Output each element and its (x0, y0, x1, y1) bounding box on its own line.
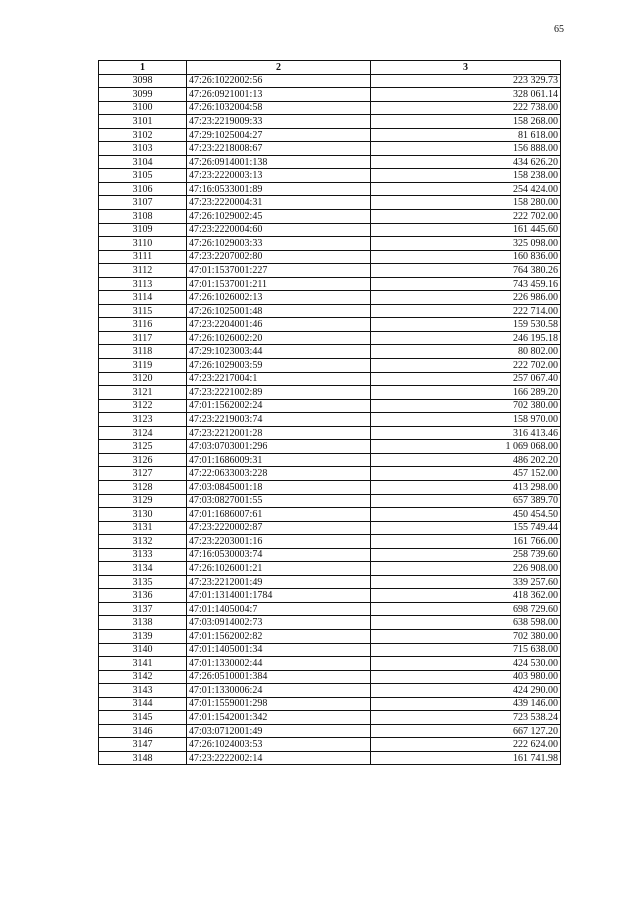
cadastral-number-cell: 47:23:2222002:14 (187, 751, 371, 765)
row-number-cell: 3124 (99, 426, 187, 440)
cadastral-number-cell: 47:16:0533001:89 (187, 182, 371, 196)
value-cell: 715 638.00 (371, 643, 561, 657)
cadastral-number-cell: 47:26:1029003:33 (187, 237, 371, 251)
value-cell: 403 980.00 (371, 670, 561, 684)
table-row (99, 738, 561, 752)
row-number-cell: 3144 (99, 697, 187, 711)
value-cell: 657 389.70 (371, 494, 561, 508)
row-number-cell: 3132 (99, 535, 187, 549)
cadastral-number-cell: 47:26:1024003:53 (187, 738, 371, 752)
table-row (99, 399, 561, 413)
table-row (99, 196, 561, 210)
cadastral-number-cell: 47:26:1032004:58 (187, 101, 371, 115)
cadastral-number-cell: 47:01:1686009:31 (187, 453, 371, 467)
value-cell: 257 067.40 (371, 372, 561, 386)
value-cell: 254 424.00 (371, 182, 561, 196)
value-cell: 158 268.00 (371, 115, 561, 129)
header-row (99, 61, 561, 75)
value-cell: 457 152.00 (371, 467, 561, 481)
table-row (99, 602, 561, 616)
cadastral-number-cell: 47:26:0914001:138 (187, 155, 371, 169)
cadastral-number-cell: 47:26:0921001:13 (187, 88, 371, 102)
value-cell: 161 741.98 (371, 751, 561, 765)
value-cell: 702 380.00 (371, 629, 561, 643)
value-cell: 161 766.00 (371, 535, 561, 549)
cadastral-number-cell: 47:23:2218008:67 (187, 142, 371, 156)
cadastral-number-cell: 47:01:1562002:82 (187, 629, 371, 643)
cadastral-number-cell: 47:23:2219009:33 (187, 115, 371, 129)
table-row (99, 494, 561, 508)
table-row (99, 359, 561, 373)
row-number-cell: 3125 (99, 440, 187, 454)
value-cell: 158 970.00 (371, 413, 561, 427)
value-cell: 638 598.00 (371, 616, 561, 630)
value-cell: 158 280.00 (371, 196, 561, 210)
row-number-cell: 3108 (99, 210, 187, 224)
table-row (99, 467, 561, 481)
cadastral-number-cell: 47:22:0633003:228 (187, 467, 371, 481)
row-number-cell: 3111 (99, 250, 187, 264)
table-row (99, 291, 561, 305)
value-cell: 764 380.26 (371, 264, 561, 278)
value-cell: 222 702.00 (371, 359, 561, 373)
value-cell: 81 618.00 (371, 128, 561, 142)
value-cell: 424 290.00 (371, 684, 561, 698)
cadastral-number-cell: 47:26:1026002:20 (187, 331, 371, 345)
table-row (99, 101, 561, 115)
page-number: 65 (554, 24, 564, 35)
row-number-cell: 3147 (99, 738, 187, 752)
table-row (99, 440, 561, 454)
table-row (99, 480, 561, 494)
value-cell: 166 289.20 (371, 386, 561, 400)
cadastral-number-cell: 47:23:2220004:60 (187, 223, 371, 237)
cadastral-number-cell: 47:23:2212001:28 (187, 426, 371, 440)
table-row (99, 657, 561, 671)
row-number-cell: 3122 (99, 399, 187, 413)
table-row (99, 331, 561, 345)
row-number-cell: 3141 (99, 657, 187, 671)
cadastral-number-cell: 47:29:1025004:27 (187, 128, 371, 142)
value-cell: 328 061.14 (371, 88, 561, 102)
row-number-cell: 3115 (99, 304, 187, 318)
row-number-cell: 3106 (99, 182, 187, 196)
value-cell: 222 714.00 (371, 304, 561, 318)
row-number-cell: 3143 (99, 684, 187, 698)
table-row (99, 386, 561, 400)
row-number-cell: 3128 (99, 480, 187, 494)
cadastral-number-cell: 47:23:2221002:89 (187, 386, 371, 400)
table-body (99, 74, 561, 765)
row-number-cell: 3101 (99, 115, 187, 129)
cadastral-number-cell: 47:01:1314001:1784 (187, 589, 371, 603)
cadastral-number-cell: 47:01:1686007:61 (187, 508, 371, 522)
row-number-cell: 3107 (99, 196, 187, 210)
value-cell: 222 702.00 (371, 210, 561, 224)
table-row (99, 304, 561, 318)
table-row (99, 223, 561, 237)
row-number-cell: 3105 (99, 169, 187, 183)
value-cell: 667 127.20 (371, 724, 561, 738)
value-cell: 222 624.00 (371, 738, 561, 752)
value-cell: 418 362.00 (371, 589, 561, 603)
cadastral-number-cell: 47:23:2217004:1 (187, 372, 371, 386)
value-cell: 155 749.44 (371, 521, 561, 535)
row-number-cell: 3145 (99, 711, 187, 725)
cadastral-number-cell: 47:01:1405004:7 (187, 602, 371, 616)
table-row (99, 643, 561, 657)
cadastral-number-cell: 47:26:1029003:59 (187, 359, 371, 373)
row-number-cell: 3113 (99, 277, 187, 291)
table-row (99, 210, 561, 224)
row-number-cell: 3100 (99, 101, 187, 115)
table-row (99, 88, 561, 102)
row-number-cell: 3126 (99, 453, 187, 467)
cadastral-number-cell: 47:01:1562002:24 (187, 399, 371, 413)
table-row (99, 508, 561, 522)
value-cell: 316 413.46 (371, 426, 561, 440)
row-number-cell: 3136 (99, 589, 187, 603)
table-row (99, 575, 561, 589)
value-cell: 450 454.50 (371, 508, 561, 522)
table-row (99, 616, 561, 630)
table-row (99, 250, 561, 264)
row-number-cell: 3127 (99, 467, 187, 481)
table-row (99, 318, 561, 332)
row-number-cell: 3102 (99, 128, 187, 142)
table-row (99, 670, 561, 684)
table-row (99, 277, 561, 291)
table-header (99, 61, 561, 75)
cadastral-number-cell: 47:01:1537001:227 (187, 264, 371, 278)
register-table (98, 60, 561, 765)
cadastral-number-cell: 47:23:2212001:49 (187, 575, 371, 589)
row-number-cell: 3114 (99, 291, 187, 305)
column-header-1: 1 (99, 61, 187, 75)
row-number-cell: 3131 (99, 521, 187, 535)
row-number-cell: 3099 (99, 88, 187, 102)
cadastral-number-cell: 47:23:2204001:46 (187, 318, 371, 332)
cadastral-number-cell: 47:26:1026002:13 (187, 291, 371, 305)
table-row (99, 697, 561, 711)
value-cell: 222 738.00 (371, 101, 561, 115)
table-row (99, 711, 561, 725)
cadastral-number-cell: 47:01:1559001:298 (187, 697, 371, 711)
table-row (99, 629, 561, 643)
value-cell: 223 329.73 (371, 74, 561, 88)
row-number-cell: 3146 (99, 724, 187, 738)
table-row (99, 345, 561, 359)
cadastral-number-cell: 47:23:2203001:16 (187, 535, 371, 549)
value-cell: 424 530.00 (371, 657, 561, 671)
table-row (99, 128, 561, 142)
table-row (99, 155, 561, 169)
value-cell: 80 802.00 (371, 345, 561, 359)
row-number-cell: 3120 (99, 372, 187, 386)
table-row (99, 182, 561, 196)
cadastral-number-cell: 47:26:1029002:45 (187, 210, 371, 224)
row-number-cell: 3137 (99, 602, 187, 616)
value-cell: 439 146.00 (371, 697, 561, 711)
cadastral-number-cell: 47:23:2220003:13 (187, 169, 371, 183)
cadastral-number-cell: 47:01:1330006:24 (187, 684, 371, 698)
row-number-cell: 3119 (99, 359, 187, 373)
row-number-cell: 3134 (99, 562, 187, 576)
cadastral-number-cell: 47:23:2220004:31 (187, 196, 371, 210)
row-number-cell: 3104 (99, 155, 187, 169)
table-row (99, 169, 561, 183)
table-row (99, 74, 561, 88)
value-cell: 698 729.60 (371, 602, 561, 616)
row-number-cell: 3118 (99, 345, 187, 359)
value-cell: 258 739.60 (371, 548, 561, 562)
table-row (99, 237, 561, 251)
cadastral-number-cell: 47:23:2207002:80 (187, 250, 371, 264)
table-row (99, 426, 561, 440)
cadastral-number-cell: 47:29:1023003:44 (187, 345, 371, 359)
value-cell: 160 836.00 (371, 250, 561, 264)
value-cell: 325 098.00 (371, 237, 561, 251)
cadastral-number-cell: 47:03:0712001:49 (187, 724, 371, 738)
row-number-cell: 3121 (99, 386, 187, 400)
value-cell: 434 626.20 (371, 155, 561, 169)
value-cell: 1 069 068.00 (371, 440, 561, 454)
table-row (99, 142, 561, 156)
table-row (99, 751, 561, 765)
row-number-cell: 3142 (99, 670, 187, 684)
cadastral-number-cell: 47:03:0703001:296 (187, 440, 371, 454)
cadastral-number-cell: 47:03:0845001:18 (187, 480, 371, 494)
value-cell: 486 202.20 (371, 453, 561, 467)
table-row (99, 264, 561, 278)
cadastral-number-cell: 47:26:1026001:21 (187, 562, 371, 576)
cadastral-number-cell: 47:26:0510001:384 (187, 670, 371, 684)
value-cell: 743 459.16 (371, 277, 561, 291)
row-number-cell: 3135 (99, 575, 187, 589)
cadastral-number-cell: 47:01:1330002:44 (187, 657, 371, 671)
row-number-cell: 3112 (99, 264, 187, 278)
cadastral-number-cell: 47:01:1542001:342 (187, 711, 371, 725)
row-number-cell: 3103 (99, 142, 187, 156)
row-number-cell: 3116 (99, 318, 187, 332)
table-row (99, 413, 561, 427)
value-cell: 723 538.24 (371, 711, 561, 725)
cadastral-number-cell: 47:01:1405001:34 (187, 643, 371, 657)
cadastral-number-cell: 47:23:2219003:74 (187, 413, 371, 427)
value-cell: 161 445.60 (371, 223, 561, 237)
row-number-cell: 3133 (99, 548, 187, 562)
row-number-cell: 3139 (99, 629, 187, 643)
table-row (99, 115, 561, 129)
table-row (99, 684, 561, 698)
table-row (99, 453, 561, 467)
row-number-cell: 3148 (99, 751, 187, 765)
row-number-cell: 3109 (99, 223, 187, 237)
column-header-2: 2 (187, 61, 371, 75)
cadastral-number-cell: 47:26:1025001:48 (187, 304, 371, 318)
cadastral-number-cell: 47:16:0530003:74 (187, 548, 371, 562)
row-number-cell: 3129 (99, 494, 187, 508)
table-row (99, 562, 561, 576)
cadastral-number-cell: 47:01:1537001:211 (187, 277, 371, 291)
cadastral-number-cell: 47:26:1022002:56 (187, 74, 371, 88)
value-cell: 702 380.00 (371, 399, 561, 413)
cadastral-number-cell: 47:03:0914002:73 (187, 616, 371, 630)
value-cell: 226 908.00 (371, 562, 561, 576)
value-cell: 226 986.00 (371, 291, 561, 305)
value-cell: 158 238.00 (371, 169, 561, 183)
row-number-cell: 3123 (99, 413, 187, 427)
table-row (99, 535, 561, 549)
table-row (99, 521, 561, 535)
column-header-3: 3 (371, 61, 561, 75)
row-number-cell: 3117 (99, 331, 187, 345)
table-row (99, 589, 561, 603)
row-number-cell: 3130 (99, 508, 187, 522)
table-row (99, 548, 561, 562)
row-number-cell: 3098 (99, 74, 187, 88)
table-row (99, 724, 561, 738)
value-cell: 413 298.00 (371, 480, 561, 494)
value-cell: 156 888.00 (371, 142, 561, 156)
table-row (99, 372, 561, 386)
cadastral-number-cell: 47:23:2220002:87 (187, 521, 371, 535)
row-number-cell: 3140 (99, 643, 187, 657)
row-number-cell: 3110 (99, 237, 187, 251)
cadastral-number-cell: 47:03:0827001:55 (187, 494, 371, 508)
value-cell: 339 257.60 (371, 575, 561, 589)
row-number-cell: 3138 (99, 616, 187, 630)
value-cell: 159 530.58 (371, 318, 561, 332)
value-cell: 246 195.18 (371, 331, 561, 345)
